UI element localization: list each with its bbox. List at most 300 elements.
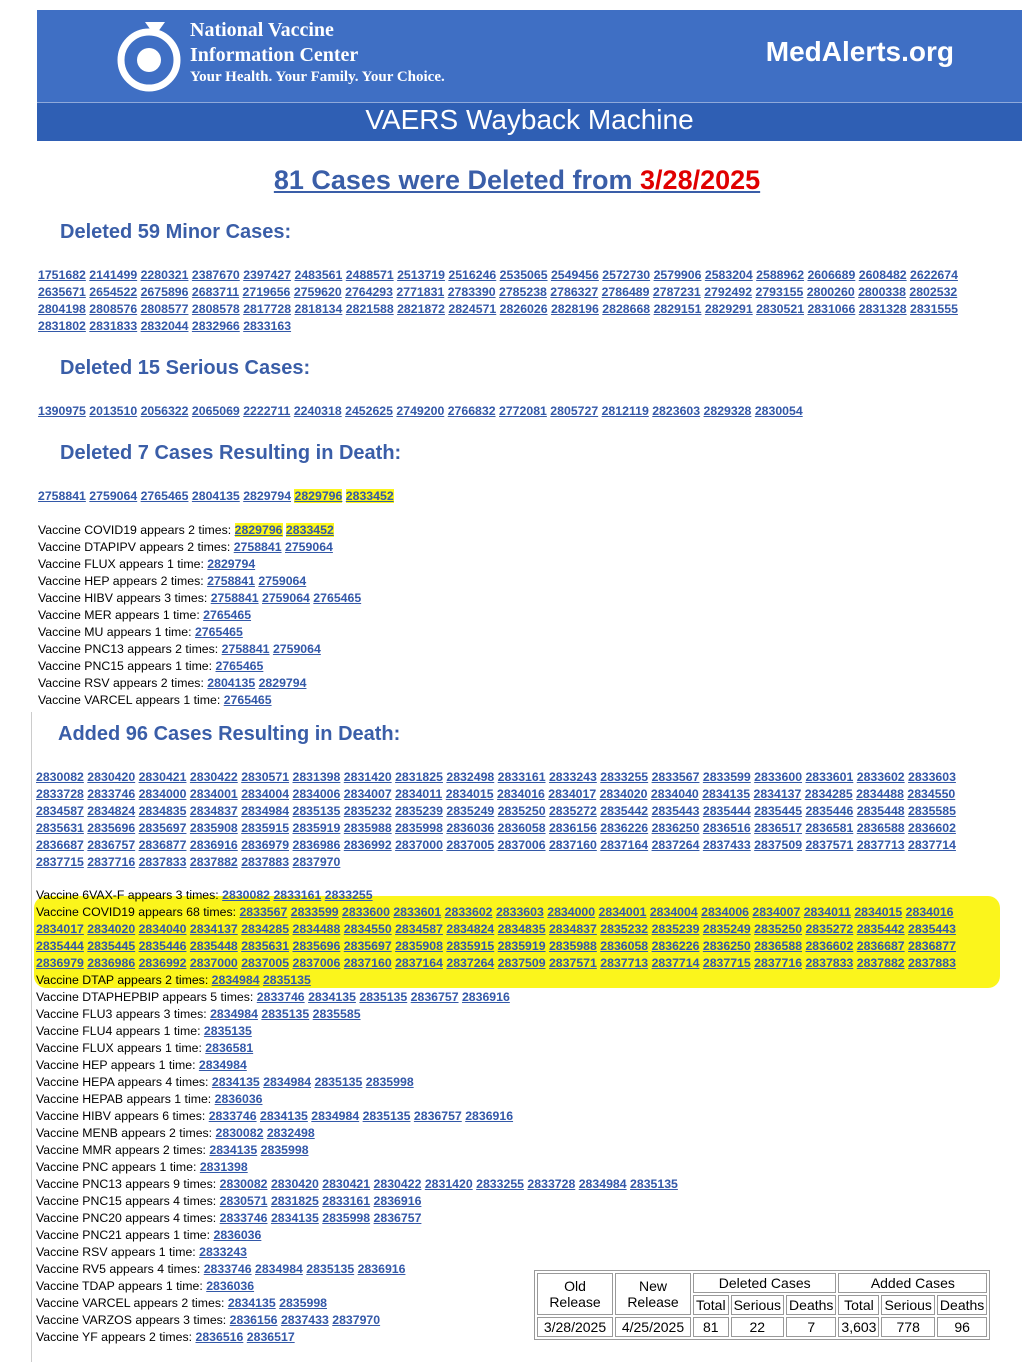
case-link[interactable]: 2829328	[703, 404, 752, 418]
case-link[interactable]: 2836058	[497, 821, 546, 835]
case-link[interactable]: 2758841	[210, 591, 259, 605]
case-link[interactable]: 2800260	[806, 285, 855, 299]
case-link[interactable]: 2821588	[345, 302, 394, 316]
case-link[interactable]: 2834016	[905, 905, 954, 919]
case-link[interactable]: 2833602	[444, 905, 493, 919]
case-link[interactable]: 2823603	[652, 404, 701, 418]
case-link[interactable]: 2675896	[140, 285, 189, 299]
case-link[interactable]: 2829794	[207, 557, 256, 571]
case-link[interactable]: 2836979	[241, 838, 290, 852]
case-link[interactable]: 2835908	[395, 939, 443, 953]
case-link[interactable]: 2835446	[805, 804, 854, 818]
case-link[interactable]: 2834285	[804, 787, 853, 801]
case-link[interactable]: 2831825	[270, 1194, 319, 1208]
case-link[interactable]: 2831420	[343, 770, 392, 784]
case-link[interactable]: 2804135	[191, 489, 240, 503]
case-link[interactable]: 2833243	[548, 770, 597, 784]
case-link[interactable]: 2056322	[140, 404, 189, 418]
case-link[interactable]: 2828196	[550, 302, 599, 316]
case-link[interactable]: 2831398	[292, 770, 341, 784]
case-link[interactable]: 2240318	[293, 404, 342, 418]
case-link[interactable]: 2837882	[189, 855, 238, 869]
case-link[interactable]: 2834004	[649, 905, 698, 919]
case-link[interactable]: 2749200	[396, 404, 445, 418]
case-link[interactable]: 2824571	[448, 302, 497, 316]
case-link[interactable]: 2805727	[550, 404, 599, 418]
case-link[interactable]: 2833601	[805, 770, 854, 784]
case-link[interactable]: 2835915	[241, 821, 290, 835]
case-link[interactable]: 2833452	[285, 523, 334, 537]
case-link[interactable]: 2759064	[89, 489, 138, 503]
case-link[interactable]: 2834984	[263, 1075, 312, 1089]
case-link[interactable]: 2833728	[527, 1177, 576, 1191]
case-link[interactable]: 2758841	[221, 642, 270, 656]
case-link[interactable]: 2758841	[207, 574, 255, 588]
case-link[interactable]: 2834137	[189, 922, 238, 936]
case-link[interactable]: 2579906	[653, 268, 702, 282]
case-link[interactable]: 2765465	[194, 625, 243, 639]
case-link[interactable]: 2831555	[910, 302, 958, 316]
case-link[interactable]: 2833161	[497, 770, 546, 784]
case-link[interactable]: 2835988	[343, 821, 392, 835]
case-link[interactable]: 2588962	[756, 268, 805, 282]
case-link[interactable]: 2608482	[858, 268, 907, 282]
case-link[interactable]: 2836916	[465, 1109, 514, 1123]
case-link[interactable]: 2837883	[908, 956, 956, 970]
case-link[interactable]: 2835988	[548, 939, 597, 953]
case-link[interactable]: 2837571	[805, 838, 854, 852]
case-link[interactable]: 2834488	[292, 922, 341, 936]
case-link[interactable]: 2835135	[292, 804, 341, 818]
case-link[interactable]: 2831825	[395, 770, 443, 784]
case-link[interactable]: 2837882	[856, 956, 905, 970]
case-link[interactable]: 2834984	[241, 804, 290, 818]
case-link[interactable]: 2786327	[550, 285, 599, 299]
case-link[interactable]: 2758841	[233, 540, 282, 554]
case-link[interactable]: 2837264	[651, 838, 700, 852]
case-link[interactable]: 2837716	[87, 855, 136, 869]
case-link[interactable]: 2832044	[140, 319, 189, 333]
case-link[interactable]: 2833600	[754, 770, 803, 784]
case-link[interactable]: 2834135	[227, 1296, 276, 1310]
case-link[interactable]: 2830054	[754, 404, 803, 418]
case-link[interactable]: 2488571	[345, 268, 394, 282]
case-link[interactable]: 2831066	[807, 302, 856, 316]
case-link[interactable]: 2834587	[395, 922, 443, 936]
case-link[interactable]: 2833728	[36, 787, 84, 801]
case-link[interactable]: 2833603	[908, 770, 956, 784]
case-link[interactable]: 2759064	[285, 540, 333, 554]
case-link[interactable]: 2835444	[702, 804, 751, 818]
case-link[interactable]: 2583204	[704, 268, 753, 282]
case-link[interactable]: 2836687	[856, 939, 905, 953]
case-link[interactable]: 2834550	[907, 787, 956, 801]
case-link[interactable]: 2622674	[910, 268, 958, 282]
case-link[interactable]: 2836602	[805, 939, 854, 953]
case-link[interactable]: 2833599	[290, 905, 339, 919]
case-link[interactable]: 2835448	[189, 939, 238, 953]
case-link[interactable]: 2835998	[365, 1075, 414, 1089]
case-link[interactable]: 2836992	[343, 838, 392, 852]
case-link[interactable]: 2836687	[36, 838, 84, 852]
case-link[interactable]: 2792492	[704, 285, 753, 299]
case-link[interactable]: 2836581	[205, 1041, 254, 1055]
case-link[interactable]: 2826026	[499, 302, 548, 316]
case-link[interactable]: 2821872	[397, 302, 445, 316]
case-link[interactable]: 2836992	[138, 956, 187, 970]
case-link[interactable]: 2833161	[273, 888, 322, 902]
case-link[interactable]: 2834001	[189, 787, 238, 801]
case-link[interactable]: 2830082	[222, 888, 271, 902]
case-link[interactable]: 2837714	[908, 838, 956, 852]
case-link[interactable]: 2833255	[476, 1177, 524, 1191]
case-link[interactable]: 2483561	[294, 268, 343, 282]
case-link[interactable]: 2835443	[651, 804, 700, 818]
case-link[interactable]: 2834984	[578, 1177, 627, 1191]
case-link[interactable]: 2835135	[630, 1177, 678, 1191]
case-link[interactable]: 2835232	[600, 922, 649, 936]
case-link[interactable]: 2837714	[651, 956, 700, 970]
case-link[interactable]: 2830420	[270, 1177, 319, 1191]
case-link[interactable]: 2830082	[219, 1177, 268, 1191]
case-link[interactable]: 2834017	[36, 922, 84, 936]
case-link[interactable]: 2835908	[189, 821, 238, 835]
case-link[interactable]: 2830082	[215, 1126, 264, 1140]
case-link[interactable]: 2549456	[550, 268, 599, 282]
case-link[interactable]: 2830422	[189, 770, 238, 784]
case-link[interactable]: 2835250	[754, 922, 803, 936]
case-link[interactable]: 2837509	[754, 838, 803, 852]
case-link[interactable]: 2837164	[600, 838, 649, 852]
case-link[interactable]: 2835915	[446, 939, 495, 953]
case-link[interactable]: 2804135	[207, 676, 256, 690]
case-link[interactable]: 2535065	[499, 268, 548, 282]
case-link[interactable]: 2834984	[198, 1058, 247, 1072]
case-link[interactable]: 2834000	[547, 905, 596, 919]
case-link[interactable]: 2836986	[292, 838, 341, 852]
case-link[interactable]: 2834137	[753, 787, 802, 801]
case-link[interactable]: 2834135	[260, 1109, 308, 1123]
case-link[interactable]: 2808577	[140, 302, 189, 316]
case-link[interactable]: 2804198	[38, 302, 86, 316]
case-link[interactable]: 2832966	[191, 319, 240, 333]
case-link[interactable]: 2802532	[909, 285, 958, 299]
case-link[interactable]: 2830521	[756, 302, 805, 316]
case-link[interactable]: 2836757	[410, 990, 459, 1004]
case-link[interactable]: 2837509	[497, 956, 546, 970]
case-link[interactable]: 2833746	[208, 1109, 257, 1123]
case-link[interactable]: 2833600	[342, 905, 390, 919]
case-link[interactable]: 2452625	[345, 404, 393, 418]
case-link[interactable]: 2834040	[650, 787, 699, 801]
case-link[interactable]: 2837970	[332, 1313, 381, 1327]
case-link[interactable]: 2835919	[497, 939, 546, 953]
case-link[interactable]: 2837883	[241, 855, 290, 869]
case-link[interactable]: 2833601	[393, 905, 442, 919]
case-link[interactable]: 2837713	[856, 838, 905, 852]
case-link[interactable]: 2833599	[702, 770, 751, 784]
case-link[interactable]: 2834011	[395, 787, 443, 801]
case-link[interactable]: 2829151	[653, 302, 702, 316]
case-link[interactable]: 2836517	[754, 821, 803, 835]
case-link[interactable]: 2836517	[246, 1330, 295, 1344]
case-link[interactable]: 2834011	[803, 905, 851, 919]
case-link[interactable]: 2835272	[548, 804, 597, 818]
case-link[interactable]: 2765465	[140, 489, 189, 503]
case-link[interactable]: 2835585	[312, 1007, 361, 1021]
case-link[interactable]: 1390975	[38, 404, 86, 418]
case-link[interactable]: 2837000	[189, 956, 238, 970]
case-link[interactable]: 2833255	[324, 888, 373, 902]
case-link[interactable]: 2837970	[292, 855, 341, 869]
case-link[interactable]: 2836516	[195, 1330, 244, 1344]
case-link[interactable]: 2834007	[752, 905, 801, 919]
case-link[interactable]: 2785238	[499, 285, 547, 299]
case-link[interactable]: 2837006	[497, 838, 546, 852]
case-link[interactable]: 2835249	[702, 922, 751, 936]
case-link[interactable]: 2835443	[908, 922, 956, 936]
case-link[interactable]: 2833746	[256, 990, 305, 1004]
case-link[interactable]: 2280321	[140, 268, 189, 282]
case-link[interactable]: 2758841	[38, 489, 86, 503]
case-link[interactable]: 2836916	[373, 1194, 422, 1208]
case-link[interactable]: 1751682	[38, 268, 86, 282]
case-link[interactable]: 2835135	[306, 1262, 355, 1276]
case-link[interactable]: 2513719	[397, 268, 445, 282]
case-link[interactable]: 2833603	[495, 905, 544, 919]
case-link[interactable]: 2764293	[345, 285, 393, 299]
case-link[interactable]: 2830421	[138, 770, 187, 784]
case-link[interactable]: 2834984	[311, 1109, 360, 1123]
case-link[interactable]: 2833602	[856, 770, 905, 784]
case-link[interactable]: 2830571	[219, 1194, 268, 1208]
case-link[interactable]: 2835998	[260, 1143, 309, 1157]
case-link[interactable]: 2836979	[36, 956, 84, 970]
case-link[interactable]: 2837433	[702, 838, 751, 852]
case-link[interactable]: 2834835	[138, 804, 187, 818]
case-link[interactable]: 2837713	[600, 956, 649, 970]
case-link[interactable]: 2835135	[314, 1075, 363, 1089]
case-link[interactable]: 2765465	[223, 693, 272, 707]
case-link[interactable]: 2834020	[599, 787, 648, 801]
case-link[interactable]: 2837833	[138, 855, 187, 869]
case-link[interactable]: 2635671	[38, 285, 86, 299]
case-link[interactable]: 2835135	[203, 1024, 252, 1038]
case-link[interactable]: 2793155	[755, 285, 804, 299]
case-link[interactable]: 2837005	[241, 956, 290, 970]
case-link[interactable]: 2835135	[262, 973, 311, 987]
case-link[interactable]: 2835232	[343, 804, 392, 818]
case-link[interactable]: 2835135	[359, 990, 408, 1004]
case-link[interactable]: 2835272	[805, 922, 854, 936]
case-link[interactable]: 2835250	[497, 804, 546, 818]
case-link[interactable]: 2783390	[447, 285, 496, 299]
case-link[interactable]: 2829796	[234, 523, 283, 537]
case-link[interactable]: 2759064	[258, 574, 307, 588]
case-link[interactable]: 2837264	[446, 956, 495, 970]
case-link[interactable]: 2837715	[702, 956, 751, 970]
case-link[interactable]: 2834135	[702, 787, 751, 801]
case-link[interactable]: 2834006	[292, 787, 341, 801]
case-link[interactable]: 2836250	[651, 821, 700, 835]
case-link[interactable]: 2765465	[215, 659, 264, 673]
case-link[interactable]: 2833746	[87, 787, 136, 801]
case-link[interactable]: 2834135	[211, 1075, 260, 1089]
case-link[interactable]: 2829291	[704, 302, 753, 316]
case-link[interactable]: 2387670	[191, 268, 240, 282]
case-link[interactable]: 2834550	[343, 922, 392, 936]
case-link[interactable]: 2835697	[343, 939, 392, 953]
case-link[interactable]: 2836226	[600, 821, 649, 835]
case-link[interactable]: 2800338	[858, 285, 906, 299]
case-link[interactable]: 2759620	[293, 285, 342, 299]
case-link[interactable]: 2834285	[241, 922, 290, 936]
case-link[interactable]: 2834016	[497, 787, 545, 801]
case-link[interactable]: 2834135	[308, 990, 356, 1004]
case-link[interactable]: 2835631	[241, 939, 290, 953]
case-link[interactable]: 2719656	[242, 285, 291, 299]
case-link[interactable]: 2837164	[395, 956, 443, 970]
case-link[interactable]: 2830082	[36, 770, 84, 784]
case-link[interactable]: 2836036	[206, 1279, 255, 1293]
case-link[interactable]: 2831833	[89, 319, 138, 333]
case-link[interactable]: 2830422	[373, 1177, 422, 1191]
case-link[interactable]: 2836986	[87, 956, 136, 970]
case-link[interactable]: 2834135	[209, 1143, 258, 1157]
case-link[interactable]: 2834824	[446, 922, 495, 936]
case-link[interactable]: 2833452	[345, 489, 394, 503]
case-link[interactable]: 2837005	[446, 838, 495, 852]
case-link[interactable]: 2834004	[241, 787, 290, 801]
headline-link[interactable]	[274, 165, 760, 195]
case-link[interactable]: 2836757	[373, 1211, 422, 1225]
case-link[interactable]: 2835249	[446, 804, 495, 818]
case-link[interactable]: 2836156	[548, 821, 597, 835]
case-link[interactable]: 2836250	[702, 939, 751, 953]
case-link[interactable]: 2222711	[243, 404, 291, 418]
case-link[interactable]: 2834017	[548, 787, 597, 801]
case-link[interactable]: 2835239	[395, 804, 443, 818]
case-link[interactable]: 2833746	[219, 1211, 268, 1225]
case-link[interactable]: 2835585	[908, 804, 956, 818]
case-link[interactable]: 2834824	[87, 804, 136, 818]
case-link[interactable]: 2572730	[602, 268, 651, 282]
case-link[interactable]: 2836916	[189, 838, 238, 852]
case-link[interactable]: 2834837	[548, 922, 597, 936]
case-link[interactable]: 2808576	[89, 302, 138, 316]
case-link[interactable]: 2835135	[362, 1109, 411, 1123]
case-link[interactable]: 2834984	[255, 1262, 303, 1276]
case-link[interactable]: 2834488	[856, 787, 904, 801]
case-link[interactable]: 2772081	[499, 404, 547, 418]
case-link[interactable]: 2830420	[87, 770, 136, 784]
case-link[interactable]: 2808578	[191, 302, 240, 316]
case-link[interactable]: 2835444	[36, 939, 84, 953]
case-link[interactable]: 2836588	[856, 821, 905, 835]
case-link[interactable]: 2835696	[87, 821, 136, 835]
case-link[interactable]: 2834006	[701, 905, 749, 919]
case-link[interactable]: 2836036	[446, 821, 495, 835]
case-link[interactable]: 2833746	[203, 1262, 252, 1276]
case-link[interactable]: 2836516	[702, 821, 751, 835]
case-link[interactable]: 2397427	[243, 268, 292, 282]
case-link[interactable]: 2831398	[199, 1160, 248, 1174]
case-link[interactable]: 2837433	[280, 1313, 329, 1327]
case-link[interactable]: 2837715	[36, 855, 84, 869]
case-link[interactable]: 2836058	[600, 939, 649, 953]
case-link[interactable]: 2835446	[138, 939, 187, 953]
case-link[interactable]: 2771831	[396, 285, 445, 299]
case-link[interactable]: 2834040	[138, 922, 187, 936]
case-link[interactable]: 2836602	[908, 821, 956, 835]
case-link[interactable]: 2765465	[203, 608, 252, 622]
case-link[interactable]: 2835919	[292, 821, 341, 835]
case-link[interactable]: 2606689	[807, 268, 856, 282]
case-link[interactable]: 2835631	[36, 821, 84, 835]
case-link[interactable]: 2683711	[191, 285, 240, 299]
case-link[interactable]: 2832498	[446, 770, 495, 784]
case-link[interactable]: 2833243	[199, 1245, 248, 1259]
case-link[interactable]: 2837833	[805, 956, 854, 970]
case-link[interactable]: 2837160	[548, 838, 597, 852]
case-link[interactable]: 2836036	[214, 1092, 263, 1106]
case-link[interactable]: 2835442	[600, 804, 649, 818]
case-link[interactable]: 2834135	[270, 1211, 319, 1225]
case-link[interactable]: 2766832	[447, 404, 496, 418]
case-link[interactable]: 2836916	[461, 990, 510, 1004]
case-link[interactable]: 2835445	[754, 804, 803, 818]
case-link[interactable]: 2834000	[138, 787, 187, 801]
case-link[interactable]: 2836581	[805, 821, 854, 835]
case-link[interactable]: 2833161	[322, 1194, 371, 1208]
case-link[interactable]: 2516246	[448, 268, 497, 282]
case-link[interactable]: 2834587	[36, 804, 84, 818]
case-link[interactable]: 2834984	[211, 973, 260, 987]
case-link[interactable]: 2835448	[856, 804, 905, 818]
case-link[interactable]: 2836757	[87, 838, 136, 852]
case-link[interactable]: 2817728	[243, 302, 292, 316]
case-link[interactable]: 2834001	[598, 905, 647, 919]
case-link[interactable]: 2832498	[266, 1126, 315, 1140]
case-link[interactable]: 2834835	[497, 922, 546, 936]
case-link[interactable]: 2141499	[89, 268, 138, 282]
case-link[interactable]: 2834984	[210, 1007, 258, 1021]
case-link[interactable]: 2765465	[313, 591, 362, 605]
case-link[interactable]: 2759064	[262, 591, 310, 605]
case-link[interactable]: 2787231	[652, 285, 701, 299]
case-link[interactable]: 2835697	[138, 821, 187, 835]
case-link[interactable]: 2013510	[89, 404, 138, 418]
case-link[interactable]: 2833255	[600, 770, 649, 784]
case-link[interactable]: 2834837	[189, 804, 238, 818]
case-link[interactable]: 2835442	[856, 922, 905, 936]
case-link[interactable]: 2829794	[243, 489, 292, 503]
case-link[interactable]: 2835239	[651, 922, 700, 936]
case-link[interactable]: 2837716	[754, 956, 803, 970]
case-link[interactable]: 2818134	[294, 302, 343, 316]
case-link[interactable]: 2835998	[279, 1296, 327, 1310]
case-link[interactable]: 2834015	[445, 787, 494, 801]
case-link[interactable]: 2833567	[239, 905, 288, 919]
case-link[interactable]: 2835998	[395, 821, 443, 835]
case-link[interactable]: 2834020	[87, 922, 136, 936]
case-link[interactable]: 2836226	[651, 939, 700, 953]
case-link[interactable]: 2833163	[243, 319, 292, 333]
case-link[interactable]: 2836156	[229, 1313, 278, 1327]
case-link[interactable]: 2831420	[424, 1177, 473, 1191]
case-link[interactable]: 2065069	[191, 404, 240, 418]
case-link[interactable]: 2830571	[241, 770, 290, 784]
